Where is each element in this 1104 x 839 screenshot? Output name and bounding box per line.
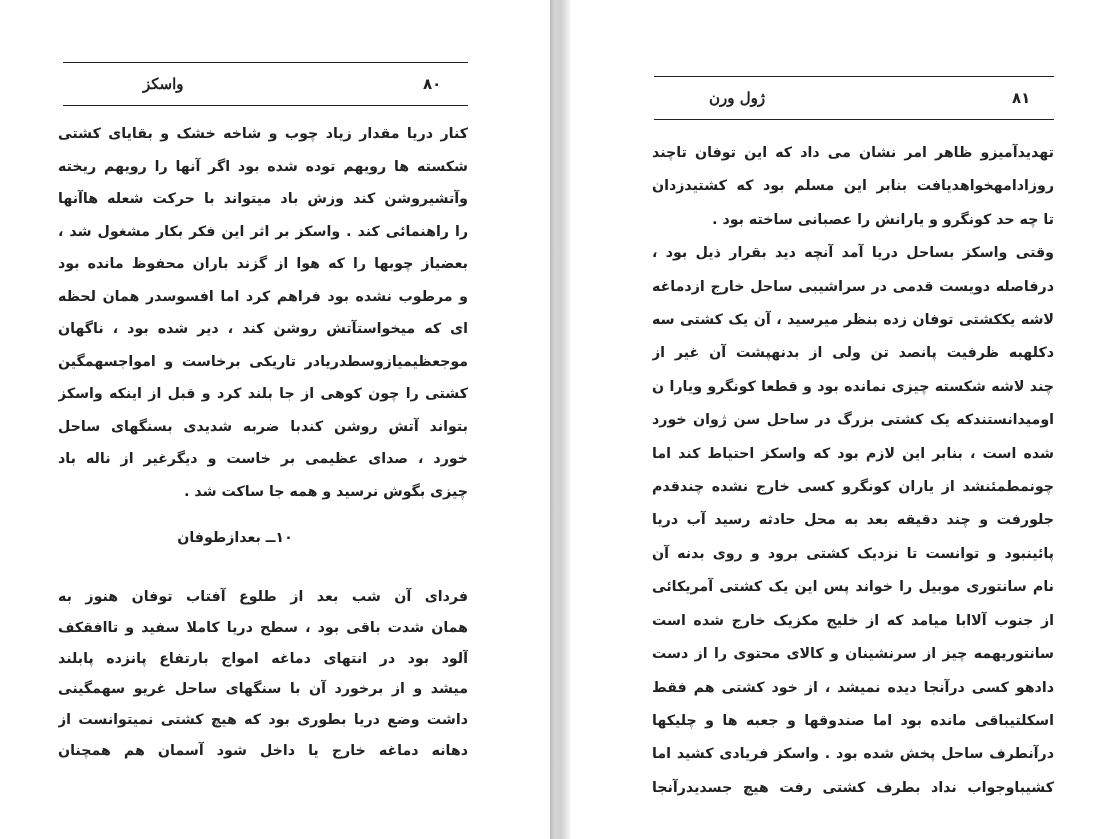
text-line: دکلهبه ظرفیت پانصد تن ولی از بدنهپشت آن غیر از (652, 345, 1054, 362)
text-line: شکسته ها رویهم توده شده بود اگر آنها را رویهم ریخته (58, 158, 468, 175)
text-line: کنار دریا مقدار زیاد چوب و شاخه خشک و بقایای کشتی (58, 126, 468, 142)
text-line: چند لاشه شکسته چیزی نمانده بود و قطعا کونگرو ویارا ن (652, 378, 1054, 395)
text-line: جلورفت و چند دقیقه بعد به محل حادثه رسید آب دریا (652, 512, 1054, 529)
text-line: درآنطرف ساحل پخش شده بود . واسکز فریادی کشید اما (652, 746, 1054, 763)
page-number: ۸۰ (423, 75, 442, 93)
header-bottom-rule (654, 119, 1054, 120)
page-header (654, 84, 1054, 114)
text-line: اسکلتیباقی مانده بود اما صندوقها و جعبه ها و چلیکها (652, 712, 1054, 729)
header-top-rule (63, 62, 468, 63)
text-line: از جنوب آلاابا میامد که از خلیج مکزیک خارج شده است (652, 612, 1054, 629)
text-line: لاشه یککشتی توفان زده بنظر میرسید ، آن یک کشتی سه (652, 312, 1054, 329)
text-line: همان شدت باقی بود ، سطح دریا کاملا سفید و تاافقکف (58, 619, 468, 636)
text-line: نام سانتوری موبیل را خواند پس این یک کشتی آمریکائی (652, 579, 1054, 596)
text-line: وقتی واسکز بساحل دریا آمد آنچه دید بقرار ذیل بود ، (652, 245, 1054, 262)
book-gutter (550, 0, 570, 839)
text-line: تهدیدآمیزو ظاهر امر نشان می داد که این توفان تاچند (652, 145, 1054, 161)
text-line: کشیباوجواب نداد بطرف کشتی رفت هیچ جسدیدرآنجا (652, 779, 1054, 796)
text-line: چونمطمئنشد از یاران کونگرو کسی خارج نشده چندقدم (652, 479, 1054, 496)
text-line: ای که میخواستآتش روشن کند ، دیر شده بود ، ناگهان (58, 321, 468, 337)
text-line: را راهنمائی کند . واسکز بر اثر این فکر بکار مشغول شد ، (58, 223, 468, 240)
left-page (0, 0, 550, 839)
text-line: موجعظیمیازوسطدریادر تاریکی برخاست و امواجسهمگین (58, 353, 468, 370)
text-line: میشد و از برخورد آن با سنگهای ساحل غریو سهمگینی (58, 681, 468, 698)
body-text (652, 137, 1054, 805)
text-line: چیزی بگوش نرسید و همه جا ساکت شد . (184, 483, 468, 500)
text-line: وآتشیروشن کند وزش باد میتواند با حرکت شعله هاآنها (58, 191, 468, 207)
text-line: کشتی را چون کوهی از جا بلند کرد و قبل از اینکه واسکز (58, 386, 468, 402)
body-text-continued (58, 582, 468, 767)
running-title: واسکز (143, 75, 184, 93)
text-line: سانتوریهمه چیز از سرنشینان و کالای محتوی را از دست (652, 646, 1054, 663)
text-line: داشت وضع دریا بطوری بود که هیچ کشتی نمیتوانست از (58, 712, 468, 729)
page-number: ۸۱ (1012, 89, 1031, 107)
text-line: و مرطوب نشده بود فراهم کرد اما افسوسدر همان لحظه (58, 288, 468, 305)
text-line: پائینبود و توانست تا نزدیک کشتی برود و روی بدنه آن (652, 545, 1054, 562)
text-line: اومیدانستندکه یک کشتی بزرگ در ساحل سن ژوان خورد (652, 412, 1054, 429)
text-line: شده است ، بنابر این لازم بود که واسکز احتیاط کند اما (652, 445, 1054, 462)
right-page (570, 0, 1104, 839)
text-line: بعضیاز چوبها را که هوا از گزند باران محفوظ مانده بود (58, 256, 468, 272)
header-bottom-rule (63, 105, 468, 106)
text-line: تا چه حد کونگرو و یارانش را عصبانی ساخته بود . (712, 211, 1054, 228)
page-header (63, 70, 468, 100)
text-line: روزادامهخواهدیافت بنابر این مسلم بود که کشتیدزدان (652, 178, 1054, 195)
text-line: بتواند آتش روشن کندبا ضربه شدیدی بسنگهای ساحل (58, 418, 468, 435)
text-line: فردای آن شب بعد از طلوع آفتاب توفان هنوز به (58, 589, 468, 605)
chapter-heading: ۱۰ــ بعدازطوفان (177, 530, 293, 546)
text-line: درفاصله دویست قدمی در سراشیبی ساحل خارج ازدماغه (652, 278, 1054, 295)
body-text (58, 118, 468, 508)
header-top-rule (654, 76, 1054, 77)
text-line: دادهو کسی درآنجا دیده نمیشد ، از خود کشتی هم فقط (652, 679, 1054, 696)
text-line: خورد ، صدای عظیمی بر خاست و دیگرغیر از ناله باد (58, 451, 468, 467)
text-line: آلود بود در انتهای دماغه امواج بارتفاع پانزده پابلند (58, 650, 468, 667)
running-title: ژول ورن (709, 89, 766, 107)
text-line: دهانه دماغه خارج یا داخل شود آسمان هم همچنان (58, 742, 468, 759)
